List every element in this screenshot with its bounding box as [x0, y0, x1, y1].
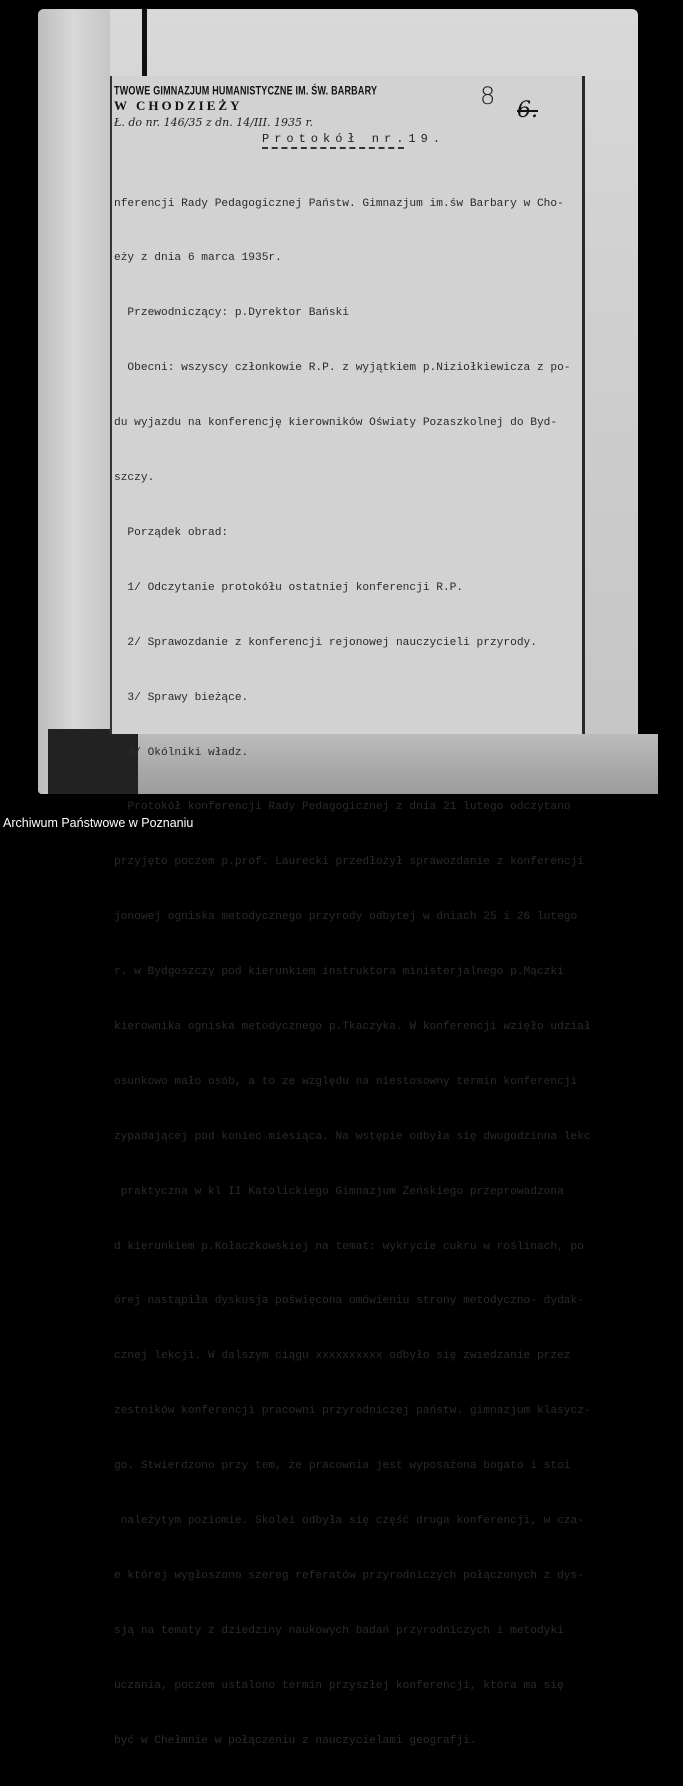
text-line: szczy.	[114, 472, 155, 485]
title-underline	[262, 147, 404, 149]
text-line: Porządek obrad:	[114, 526, 229, 539]
document-page	[110, 76, 591, 1747]
school-stamp	[114, 84, 377, 114]
text-line: kierownika ogniska metodycznego p.Tkaczyka. W konferencji wzięło udział	[114, 1020, 591, 1033]
text-line: d kierunkiem p.Kołaczkowskiej na temat: wykrycie cukru w roślinach, po	[114, 1240, 584, 1253]
document-title: Protokół nr.19.	[262, 132, 446, 146]
text-line: Protokół konferencji Rady Pedagogicznej z dnia 21 lutego odczytano	[114, 801, 571, 814]
stamp-line-town: W CHODZIEŻY	[114, 98, 243, 113]
text-line: r. w Bydgoszczy pod kierunkiem instruktora ministerjalnego p.Mączki	[114, 966, 564, 979]
text-line: e której wygłoszono szereg referatów przyrodniczych połączonych z dys-	[114, 1569, 584, 1582]
text-line: nferencji Rady Pedagogicznej Państw. Gimnazjum im.św Barbary w Cho-	[114, 197, 564, 210]
text-line: Obecni: wszyscy członkowie R.P. z wyjątkiem p.Niziołkiewicza z po-	[114, 362, 571, 375]
text-line: praktyczna w kl II Katolickiego Gimnazjum Żeńskiego przeprowadzona	[114, 1185, 564, 1198]
text-line: 2/ Sprawozdanie z konferencji rejonowej nauczycieli przyrody.	[114, 636, 537, 649]
text-line: przyjęto poczem p.prof. Laurecki przedłożył sprawozdanie z konferencji	[114, 856, 584, 869]
text-line: być w Chełmnie w połączeniu z nauczycielami geografji.	[114, 1734, 477, 1747]
page-number: 8	[480, 82, 496, 110]
document-body	[114, 158, 591, 1786]
paper-fold	[38, 9, 110, 794]
text-line: go. Stwierdzono przy tem, że pracownia jest wyposażona bogato i stoi	[114, 1460, 571, 1473]
text-line: 1/ Odczytanie protokółu ostatniej konferencji R.P.	[114, 581, 464, 594]
text-line: jonowej ogniska metodycznego przyrody odbytej w dniach 25 i 26 lutego	[114, 911, 578, 924]
text-line: 3/ Sprawy bieżące.	[114, 691, 249, 704]
text-line: órej nastąpiła dyskusja poświęcona omówieniu strony metodyczno- dydak-	[114, 1295, 584, 1308]
text-line: Przewodniczący: p.Dyrektor Bański	[114, 307, 349, 320]
text-line: zypadającej pod koniec miesiąca. Na wstępie odbyła się dwugodzinna lekc	[114, 1130, 591, 1143]
text-line: sją na tematy z dziedziny naukowych badań przyrodniczych i metodyki	[114, 1624, 564, 1637]
handwritten-reference: Ł. do nr. 146/35 z dn. 14/III. 1935 r.	[114, 116, 314, 129]
text-line: zestników konferencji pracowni przyrodniczej państw. gimnazjum klasycz-	[114, 1405, 591, 1418]
text-line: cznej lekcji. W dalszym ciągu xxxxxxxxxx odbyło się zwiedzanie przez	[114, 1350, 571, 1363]
text-line: osunkowo mało osób, a to ze względu na niestosowny termin konferencji	[114, 1075, 578, 1088]
page-number-crossed: 6.	[517, 98, 538, 123]
text-line: eży z dnia 6 marca 1935r.	[114, 252, 282, 265]
text-line: 4/ Okólniki władz.	[114, 746, 249, 759]
text-line: należytym poziomie. Skolei odbyła się część druga konferencji, w cza-	[114, 1514, 584, 1527]
text-line: uczania, poczem ustalono termin przyszłej konferencji, która ma się	[114, 1679, 564, 1692]
archive-label: Archiwum Państwowe w Poznaniu	[3, 816, 194, 830]
text-line: du wyjazdu na konferencję kierowników Oświaty Pozaszkolnej do Byd-	[114, 417, 558, 430]
stamp-line-school: TWOWE GIMNAZJUM HUMANISTYCZNE IM. ŚW. BARBARY	[114, 84, 378, 97]
